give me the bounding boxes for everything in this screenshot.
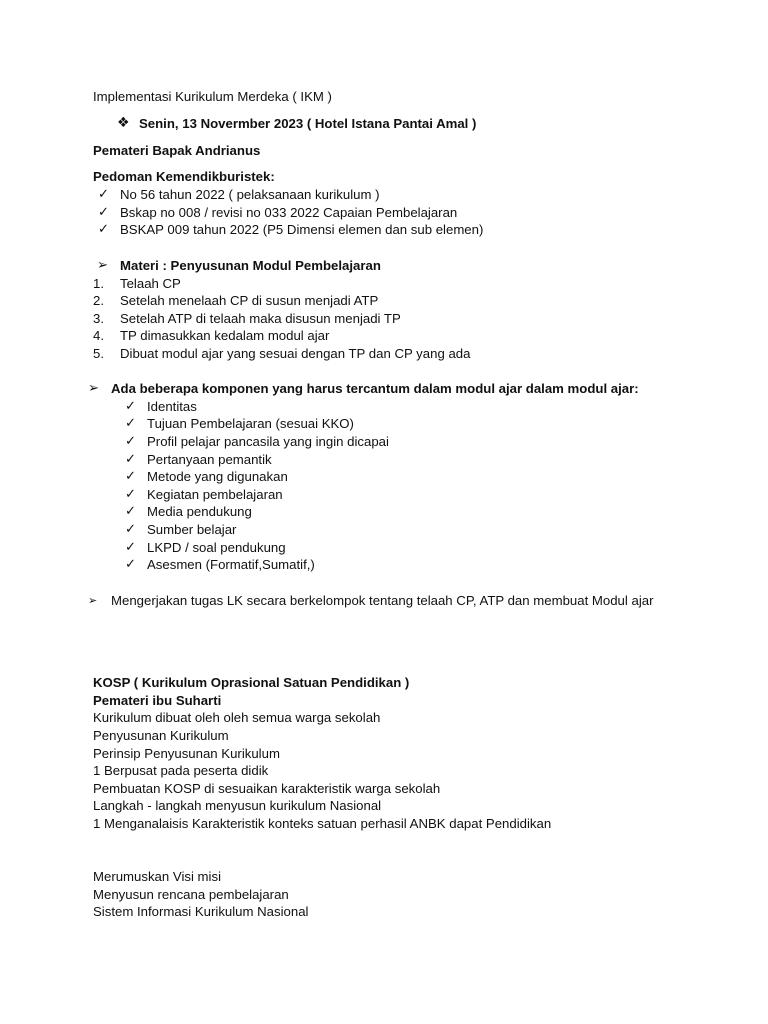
- date-line: Senin, 13 Novermber 2023 ( Hotel Istana Pantai Amal ): [139, 116, 477, 131]
- kosp-line: Kurikulum dibuat oleh oleh semua warga sekolah: [93, 710, 381, 725]
- materi-item: TP dimasukkan kedalam modul ajar: [120, 328, 330, 343]
- kosp-line: Penyusunan Kurikulum: [93, 728, 229, 743]
- diamond-bullet-icon: ❖: [117, 115, 130, 131]
- kosp-line: Menyusun rencana pembelajaran: [93, 887, 289, 902]
- komponen-item: Tujuan Pembelajaran (sesuai KKO): [147, 416, 354, 431]
- komponen-item: Metode yang digunakan: [147, 469, 288, 484]
- list-number: 4.: [93, 328, 104, 343]
- kosp-heading: KOSP ( Kurikulum Oprasional Satuan Pendidikan ): [93, 675, 410, 690]
- check-mark-icon: ✓: [98, 187, 110, 202]
- pedoman-item: Bskap no 008 / revisi no 033 2022 Capaian Pembelajaran: [120, 205, 458, 220]
- check-mark-icon: ✓: [125, 522, 137, 537]
- check-mark-icon: ✓: [125, 557, 137, 572]
- tugas-line: Mengerjakan tugas LK secara berkelompok tentang telaah CP, ATP dan membuat Modul ajar: [111, 593, 654, 608]
- check-mark-icon: ✓: [125, 469, 137, 484]
- check-mark-icon: ✓: [98, 205, 110, 220]
- materi-item: Setelah ATP di telaah maka disusun menjadi TP: [120, 311, 401, 326]
- doc-title: Implementasi Kurikulum Merdeka ( IKM ): [93, 89, 332, 104]
- arrowhead-bullet-icon: ➢: [88, 381, 100, 396]
- check-mark-icon: ✓: [125, 504, 137, 519]
- kosp-line: Langkah - langkah menyusun kurikulum Nasional: [93, 798, 382, 813]
- kosp-line: Merumuskan Visi misi: [93, 869, 221, 884]
- list-number: 1.: [93, 276, 104, 291]
- check-mark-icon: ✓: [125, 399, 137, 414]
- materi-item: Setelah menelaah CP di susun menjadi ATP: [120, 293, 379, 308]
- check-mark-icon: ✓: [98, 222, 110, 237]
- komponen-item: Media pendukung: [147, 504, 252, 519]
- check-mark-icon: ✓: [125, 416, 137, 431]
- arrowhead-bullet-icon: ➢: [97, 258, 109, 273]
- kosp-line: Pembuatan KOSP di sesuaikan karakteristik warga sekolah: [93, 781, 441, 796]
- check-mark-icon: ✓: [125, 434, 137, 449]
- list-number: 3.: [93, 311, 104, 326]
- list-number: 2.: [93, 293, 104, 308]
- kosp-line: 1 Berpusat pada peserta didik: [93, 763, 269, 778]
- presenter-andrianus: Pemateri Bapak Andrianus: [93, 143, 261, 158]
- komponen-item: LKPD / soal pendukung: [147, 540, 286, 555]
- check-mark-icon: ✓: [125, 540, 137, 555]
- komponen-item: Asesmen (Formatif,Sumatif,): [147, 557, 315, 572]
- check-mark-icon: ✓: [125, 487, 137, 502]
- kosp-line: 1 Menganalaisis Karakteristik konteks satuan perhasil ANBK dapat Pendidikan: [93, 816, 552, 831]
- pedoman-item: BSKAP 009 tahun 2022 (P5 Dimensi elemen dan sub elemen): [120, 222, 484, 237]
- materi-heading: Materi : Penyusunan Modul Pembelajaran: [120, 258, 381, 273]
- list-number: 5.: [93, 346, 104, 361]
- kosp-line: Sistem Informasi Kurikulum Nasional: [93, 904, 309, 919]
- komponen-item: Sumber belajar: [147, 522, 237, 537]
- arrowhead-bullet-icon: ➢: [88, 594, 98, 607]
- materi-item: Telaah CP: [120, 276, 181, 291]
- komponen-item: Profil pelajar pancasila yang ingin dicapai: [147, 434, 389, 449]
- komponen-item: Identitas: [147, 399, 197, 414]
- pedoman-item: No 56 tahun 2022 ( pelaksanaan kurikulum ): [120, 187, 380, 202]
- pedoman-heading: Pedoman Kemendikburistek:: [93, 169, 275, 184]
- komponen-item: Pertanyaan pemantik: [147, 452, 272, 467]
- materi-item: Dibuat modul ajar yang sesuai dengan TP dan CP yang ada: [120, 346, 471, 361]
- komponen-heading: Ada beberapa komponen yang harus tercantum dalam modul ajar dalam modul ajar:: [111, 381, 639, 396]
- presenter-suharti: Pemateri ibu Suharti: [93, 693, 222, 708]
- kosp-line: Perinsip Penyusunan Kurikulum: [93, 746, 280, 761]
- komponen-item: Kegiatan pembelajaran: [147, 487, 283, 502]
- check-mark-icon: ✓: [125, 452, 137, 467]
